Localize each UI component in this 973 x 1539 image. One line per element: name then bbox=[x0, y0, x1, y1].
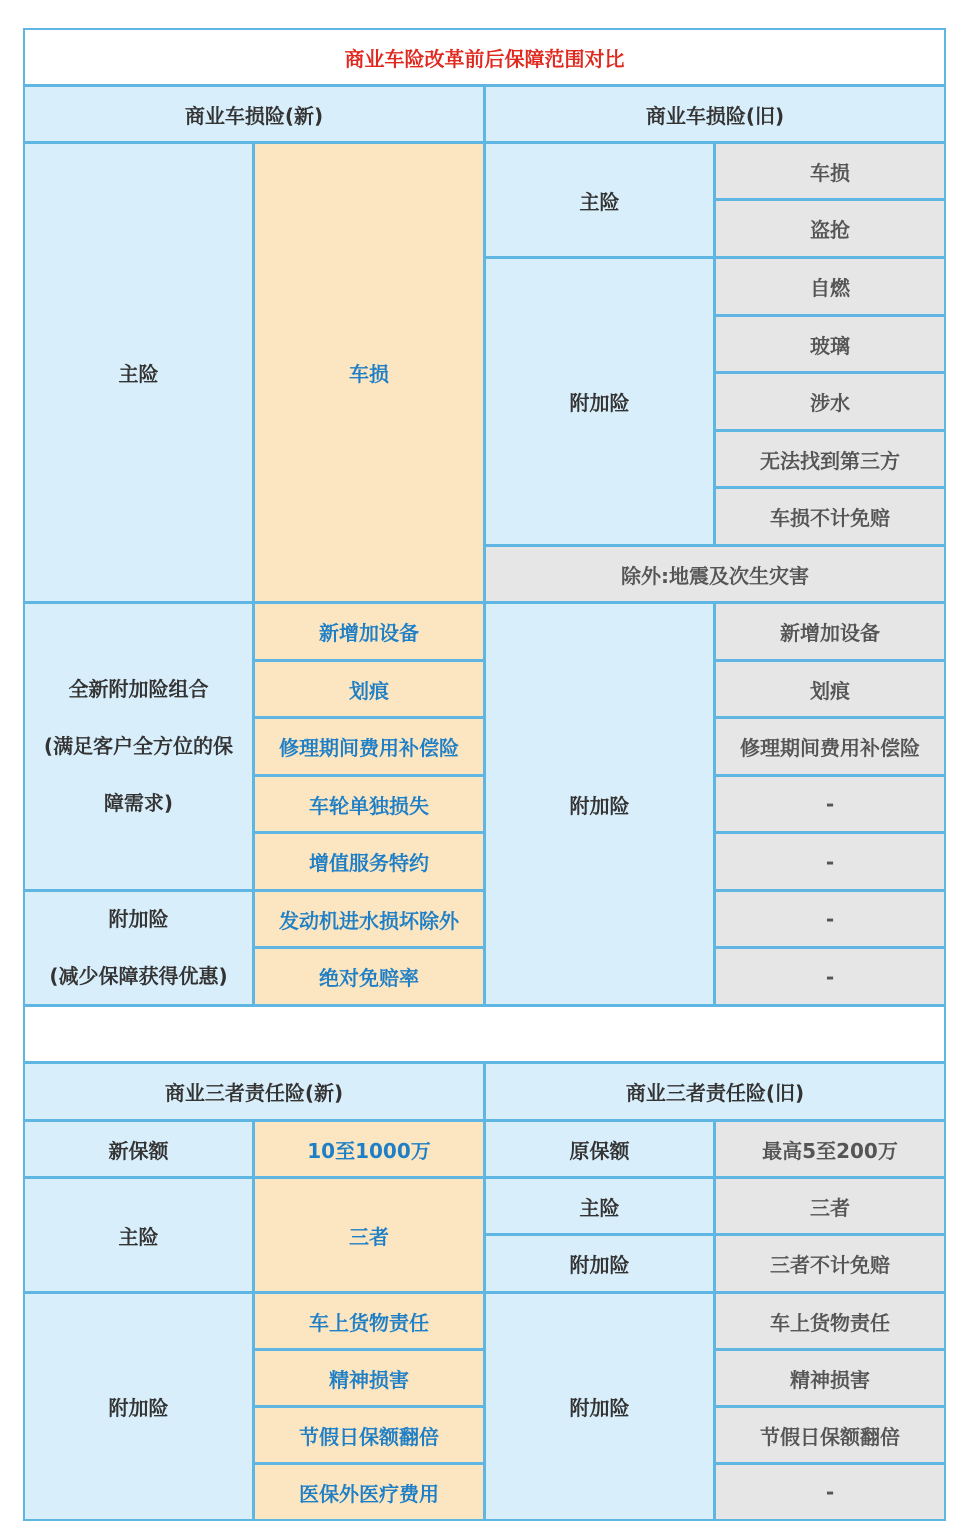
damage-old-addon2-item: - bbox=[714, 947, 946, 1006]
header-third-old: 商业三者责任险(旧) bbox=[484, 1062, 946, 1121]
third-old-main-label: 主险 bbox=[484, 1177, 715, 1235]
reduce-label-line: 附加险 bbox=[108, 907, 169, 931]
third-new-amount-value: 10至1000万 bbox=[253, 1120, 485, 1178]
third-old-amount-label: 原保额 bbox=[484, 1120, 715, 1178]
third-old-addon2-label: 附加险 bbox=[484, 1292, 715, 1521]
third-old-addon-value: 三者不计免赔 bbox=[714, 1234, 946, 1293]
header-damage-old: 商业车损险(旧) bbox=[484, 85, 946, 143]
damage-new-reduce-label bbox=[23, 890, 254, 1006]
damage-new-main-label: 主险 bbox=[23, 142, 254, 603]
damage-old-addon2-item: - bbox=[714, 890, 946, 948]
third-new-addon-label: 附加险 bbox=[23, 1292, 254, 1521]
third-new-main-value: 三者 bbox=[253, 1177, 485, 1293]
damage-old-addon2-item: 划痕 bbox=[714, 660, 946, 718]
table-title: 商业车险改革前后保障范围对比 bbox=[23, 28, 946, 86]
damage-old-addon-label: 附加险 bbox=[484, 257, 715, 546]
damage-old-addon2-item: 新增加设备 bbox=[714, 602, 946, 661]
damage-new-combo-item: 增值服务特约 bbox=[253, 832, 485, 891]
damage-old-main-item: 盗抢 bbox=[714, 199, 946, 258]
header-damage-new: 商业车损险(新) bbox=[23, 85, 485, 143]
damage-old-addon2-item: 修理期间费用补偿险 bbox=[714, 717, 946, 776]
third-new-addon-item: 车上货物责任 bbox=[253, 1292, 485, 1350]
third-old-addon2-item: 节假日保额翻倍 bbox=[714, 1406, 946, 1464]
damage-new-combo-item: 车轮单独损失 bbox=[253, 775, 485, 833]
third-new-addon-item: 节假日保额翻倍 bbox=[253, 1406, 485, 1464]
third-new-amount-label: 新保额 bbox=[23, 1120, 254, 1178]
damage-old-main-label: 主险 bbox=[484, 142, 715, 258]
third-old-addon2-item: - bbox=[714, 1463, 946, 1521]
damage-new-reduce-item: 发动机进水损坏除外 bbox=[253, 890, 485, 948]
third-old-addon2-item: 精神损害 bbox=[714, 1349, 946, 1407]
damage-old-addon-item: 涉水 bbox=[714, 372, 946, 431]
combo-label-line: 障需求) bbox=[103, 791, 174, 815]
combo-label-line: (满足客户全方位的保 bbox=[43, 734, 234, 758]
damage-old-addon2-item: - bbox=[714, 775, 946, 833]
third-old-addon-label: 附加险 bbox=[484, 1234, 715, 1293]
combo-label-line: 全新附加险组合 bbox=[68, 677, 209, 701]
damage-new-combo-item: 新增加设备 bbox=[253, 602, 485, 661]
damage-old-addon-item: 车损不计免赔 bbox=[714, 487, 946, 546]
damage-old-addon2-item: - bbox=[714, 832, 946, 891]
header-third-new: 商业三者责任险(新) bbox=[23, 1062, 485, 1121]
third-old-amount-value: 最高5至200万 bbox=[714, 1120, 946, 1178]
damage-new-main-value: 车损 bbox=[253, 142, 485, 603]
damage-new-combo-item: 划痕 bbox=[253, 660, 485, 718]
damage-old-main-item: 车损 bbox=[714, 142, 946, 200]
damage-exclusion: 除外:地震及次生灾害 bbox=[484, 545, 946, 603]
third-new-main-label: 主险 bbox=[23, 1177, 254, 1293]
damage-old-addon2-label: 附加险 bbox=[484, 602, 715, 1006]
third-new-addon-item: 医保外医疗费用 bbox=[253, 1463, 485, 1521]
third-new-addon-item: 精神损害 bbox=[253, 1349, 485, 1407]
third-old-main-value: 三者 bbox=[714, 1177, 946, 1235]
damage-old-addon-item: 自燃 bbox=[714, 257, 946, 316]
damage-old-addon-item: 无法找到第三方 bbox=[714, 430, 946, 488]
reduce-label-line: (减少保障获得优惠) bbox=[49, 964, 228, 988]
spacer-row bbox=[23, 1005, 946, 1063]
damage-new-combo-label bbox=[23, 602, 254, 891]
third-old-addon2-item: 车上货物责任 bbox=[714, 1292, 946, 1350]
damage-old-addon-item: 玻璃 bbox=[714, 315, 946, 373]
damage-new-reduce-item: 绝对免赔率 bbox=[253, 947, 485, 1006]
damage-new-combo-item: 修理期间费用补偿险 bbox=[253, 717, 485, 776]
